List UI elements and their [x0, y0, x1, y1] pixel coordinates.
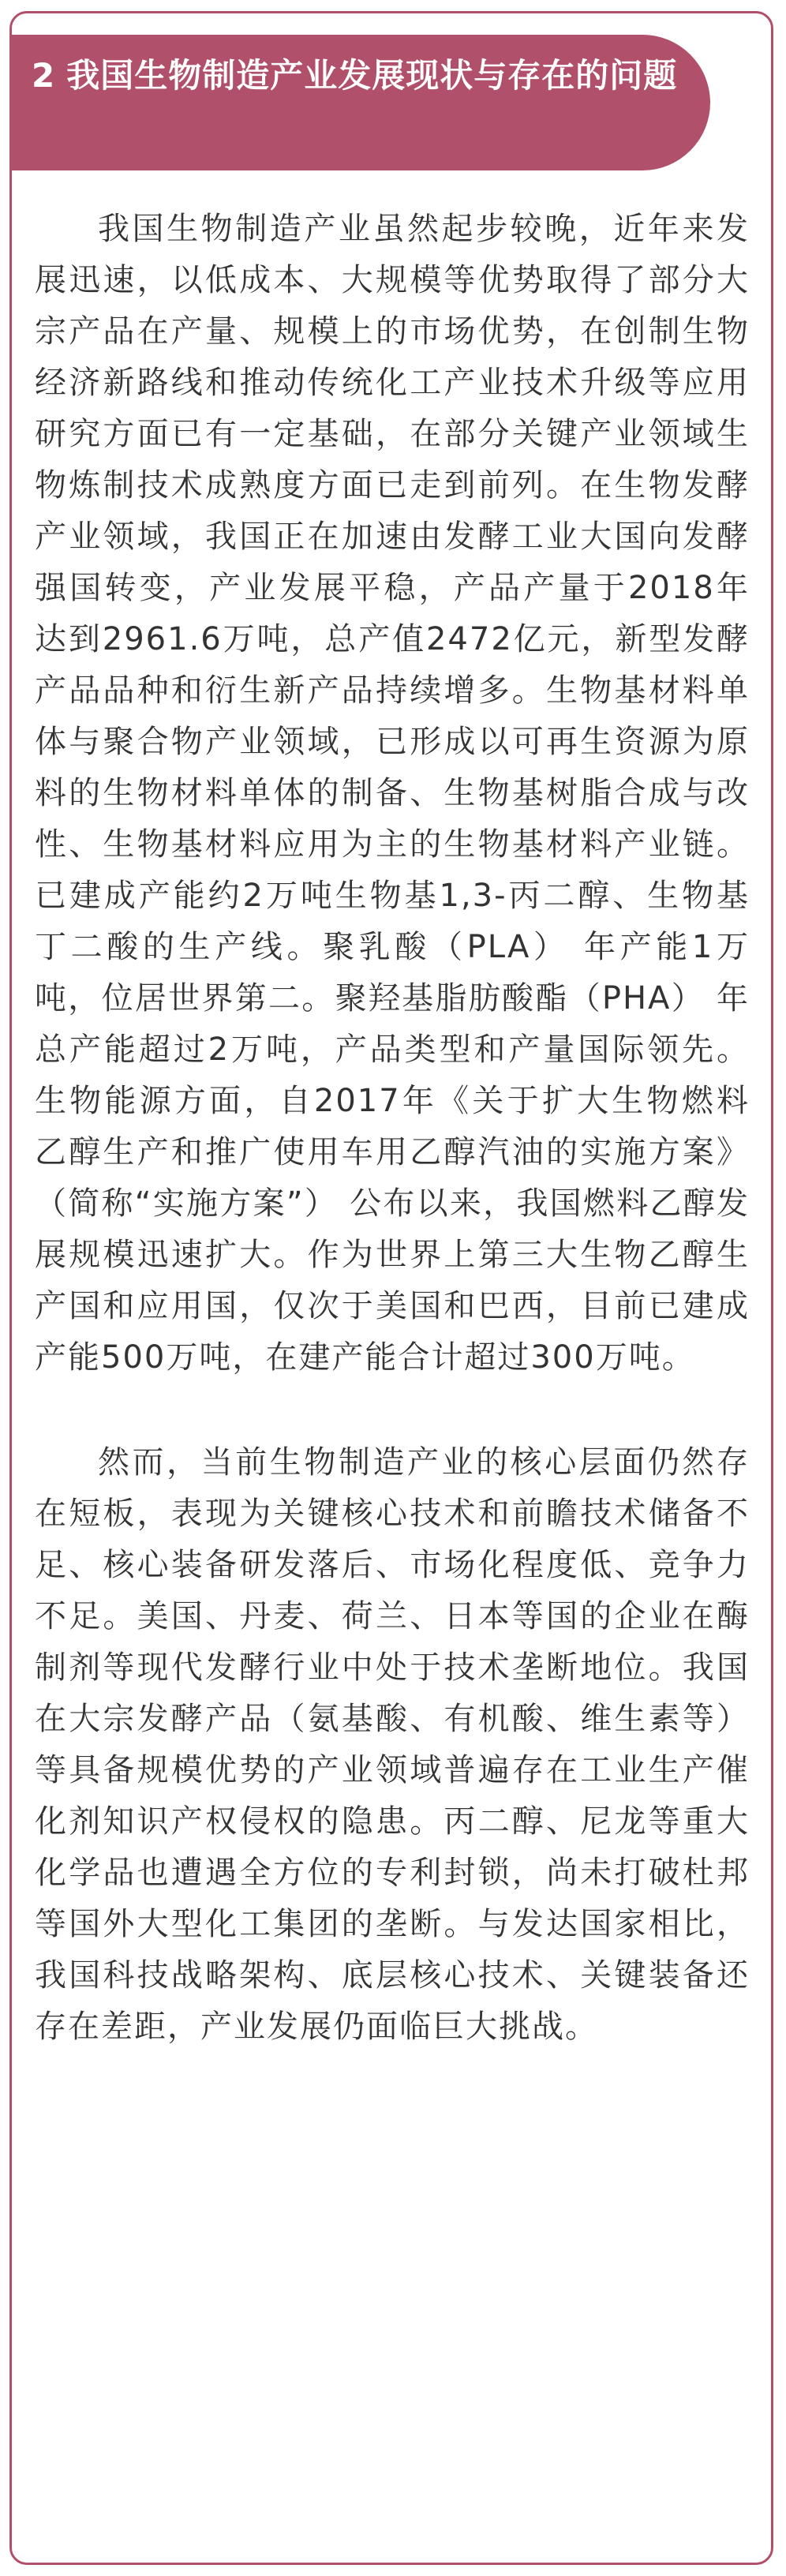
paragraph-problems: 然而，当前生物制造产业的核心层面仍然存在短板，表现为关键核心技术和前瞻技术储备不足、核心装备研发落后、市场化程度低、竞争力不足。美国、丹麦、荷兰、日本等国的企业在酶制剂等现代发酵行业中处于技术垄断地位。我国在大宗发酵产品（氨基酸、有机酸、维生素等） 等具备规模优势的产业领域普遍存在工业生产催化剂知识产权侵权的隐患。丙二醇、尼龙等重大化学品也遭遇全方位的专利封锁，尚未打破杜邦等国外大型化工集团的垄断。与发达国家相比，我国科技战略架构、底层核心技术、关键装备还存在差距，产业发展仍面临巨大挑战。: [35, 1444, 750, 2045]
section-heading: [9, 35, 710, 170]
section-title: 我国生物制造产业发展现状与存在的问题: [66, 56, 678, 95]
section-number: 2: [32, 56, 56, 95]
article-body: [35, 204, 750, 2106]
paragraph-current-status: 我国生物制造产业虽然起步较晚，近年来发展迅速，以低成本、大规模等优势取得了部分大宗产品在产量、规模上的市场优势，在创制生物经济新路线和推动传统化工产业技术升级等应用研究方面已有一定基础，在部分关键产业领域生物炼制技术成熟度方面已走到前列。在生物发酵产业领域，我国正在加速由发酵工业大国向发酵强国转变，产业发展平稳，产品产量于2018年达到2961.6万吨，总产值2472亿元，新型发酵产品品种和衍生新产品持续增多。生物基材料单体与聚合物产业领域，已形成以可再生资源为原料的生物材料单体的制备、生物基树脂合成与改性、生物基材料应用为主的生物基材料产业链。已建成产能约2万吨生物基1,3-丙二醇、生物基丁二酸的生产线。聚乳酸（PLA） 年产能1万吨，位居世界第二。聚羟基脂肪酸酯（PHA） 年总产能超过2万吨，产品类型和产量国际领先。生物能源方面，自2017年《关于扩大生物燃料乙醇生产和推广使用车用乙醇汽油的实施方案》（简称“实施方案”） 公布以来，我国燃料乙醇发展规模迅速扩大。作为世界上第三大生物乙醇生产国和应用国，仅次于美国和巴西，目前已建成产能500万吨，在建产能合计超过300万吨。: [35, 211, 750, 1376]
